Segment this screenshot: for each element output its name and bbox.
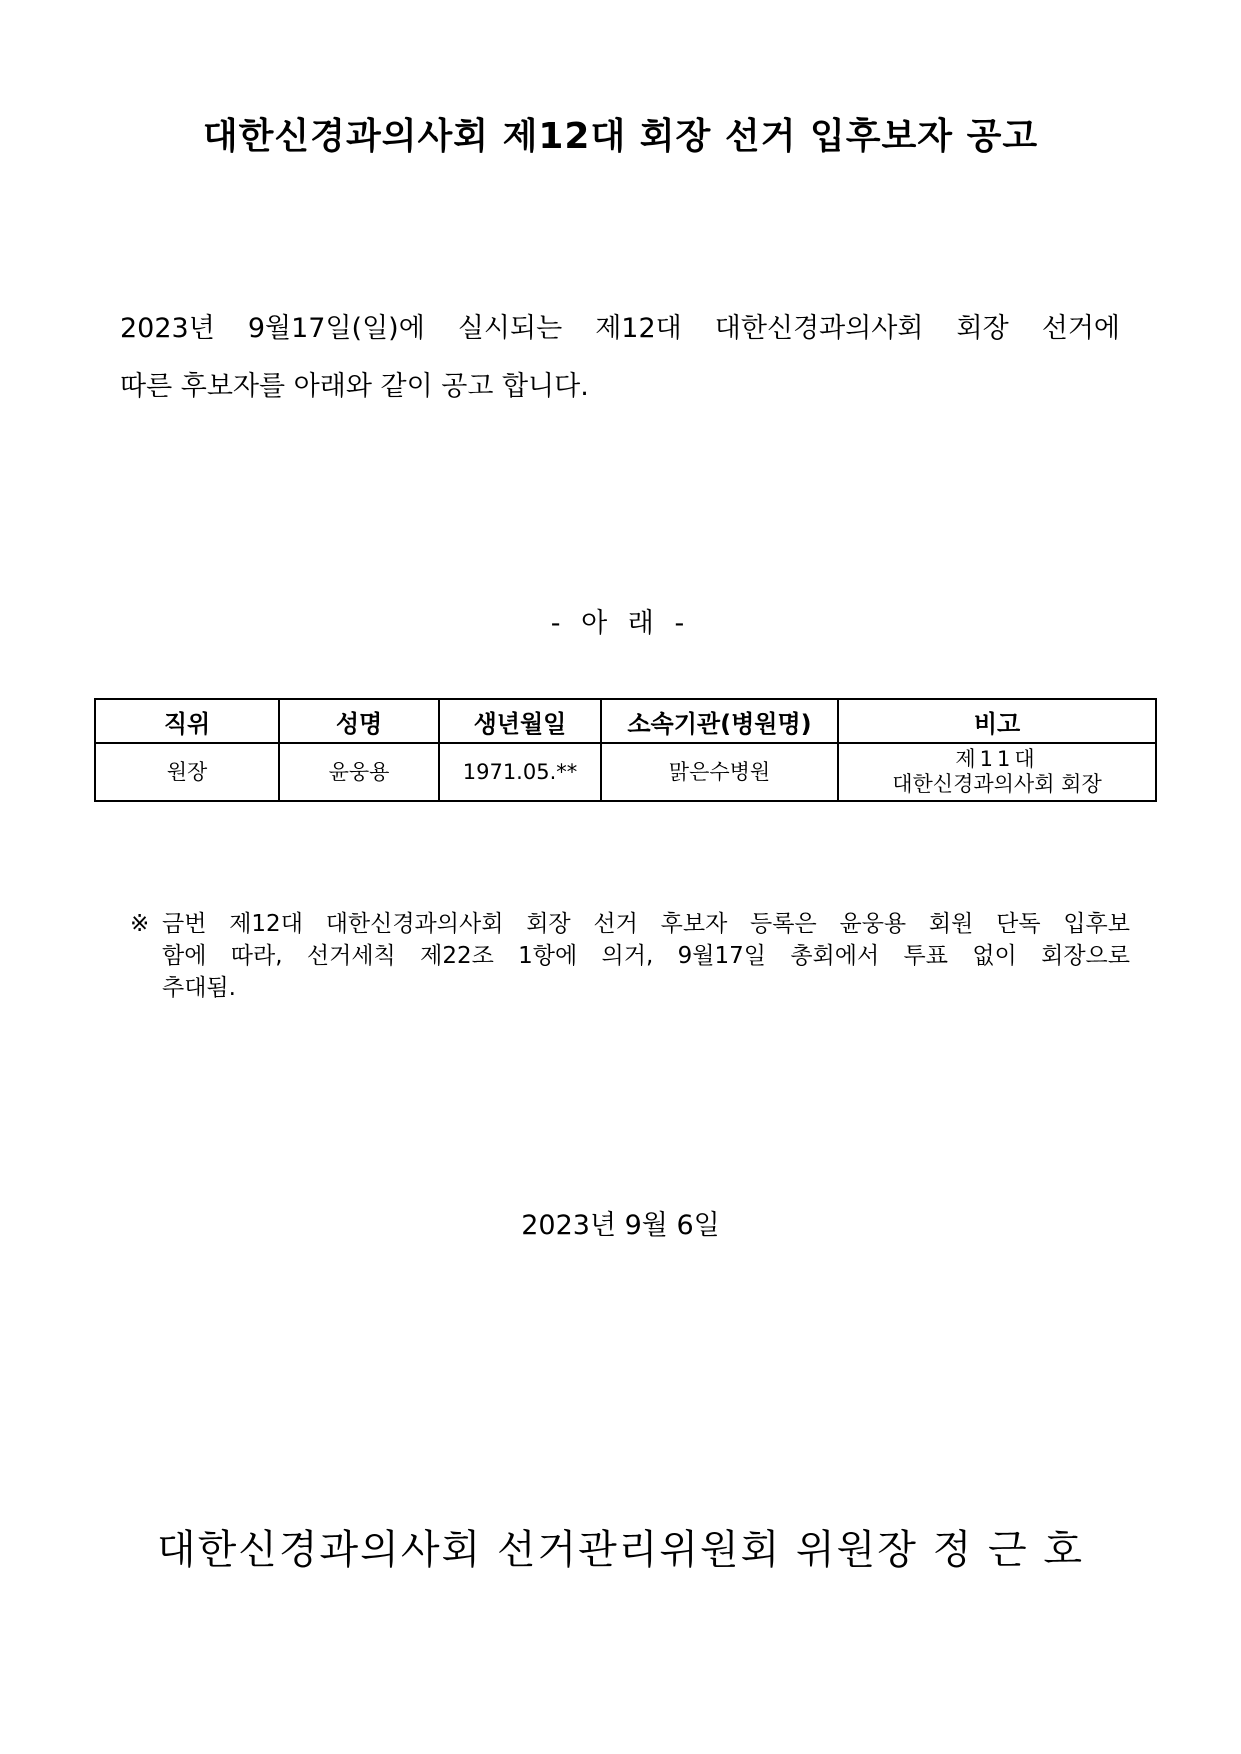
- header-affiliation: 소속기관(병원명): [601, 699, 838, 743]
- announcement-date: 2023년 9월 6일: [521, 1210, 720, 1241]
- table-row: [95, 743, 1156, 801]
- cell-remark: [838, 743, 1156, 801]
- header-name: 성명: [279, 699, 439, 743]
- section-heading: - 아 래 -: [550, 608, 691, 639]
- header-remark: 비고: [838, 699, 1156, 743]
- signature-line: 대한신경과의사회 선거관리위원회 위원장 정 근 호: [156, 1527, 1084, 1573]
- remark-line: 제11대: [955, 747, 1039, 771]
- intro-line: 2023년 9월17일(일)에 실시되는 제12대 대한신경과의사회 회장 선거에: [120, 313, 1120, 344]
- cell-affiliation: 맑은수병원: [601, 743, 838, 801]
- page-title: 대한신경과의사회 제12대 회장 선거 입후보자 공고: [202, 116, 1039, 157]
- note-line: 함에 따라, 선거세칙 제22조 1항에 의거, 9월17일 총회에서 투표 없이 회장으로: [162, 943, 1130, 969]
- candidate-table: [94, 698, 1157, 802]
- intro-line: 따른 후보자를 아래와 같이 공고 합니다.: [120, 371, 589, 402]
- header-position: 직위: [95, 699, 279, 743]
- note-line: 금번 제12대 대한신경과의사회 회장 선거 후보자 등록은 윤웅용 회원 단독 입후보: [162, 911, 1130, 937]
- remark-line: 대한신경과의사회 회장: [892, 772, 1102, 796]
- table-header-row: [95, 699, 1156, 743]
- cell-birth-date: 1971.05.**: [439, 743, 601, 801]
- note-line: 추대됨.: [162, 975, 236, 1001]
- reference-mark: ※: [130, 911, 150, 937]
- intro-paragraph: [120, 300, 1120, 416]
- header-birth-date: 생년월일: [439, 699, 601, 743]
- note-body: [162, 908, 1130, 1004]
- cell-position: 원장: [95, 743, 279, 801]
- cell-name: 윤웅용: [279, 743, 439, 801]
